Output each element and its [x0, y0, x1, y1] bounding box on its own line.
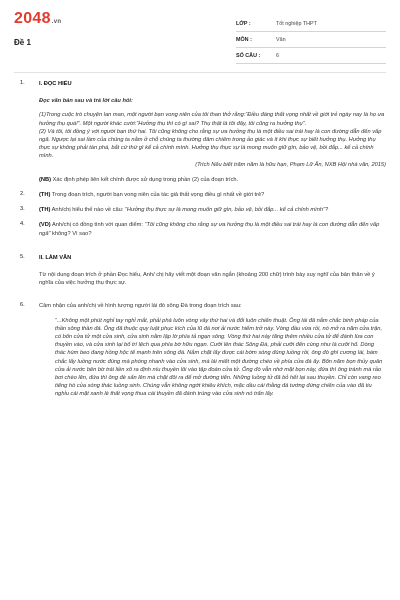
exam-content [14, 80, 386, 399]
item-number: 2. [20, 191, 25, 198]
question-row-3 [14, 206, 386, 214]
meta-row-grade [236, 16, 386, 32]
logo-suffix: .vn [51, 19, 62, 25]
question-row-4 [14, 221, 386, 237]
meta-label: SỐ CÂU : [236, 52, 261, 59]
literary-excerpt: “...Không một phút nghỉ tay nghỉ mắt, phải phá luôn vòng vây thứ hai và đổi luôn chiến thuật. Ông lái đã nắm chắc binh pháp của thần sông thần đá. Ông đã thuộc quy luật phục kích của lũ đá nơi ải nước hiểm trở này. Vòng đầu vừa rồi, nó mở ra năm cửa trận, có bốn cửa tử một cửa sinh, cửa sinh nằm lập lờ phía tả ngạn sông. Vòng thứ hai này tăng thêm nhiều cửa tử để đánh lừa con thuyền vào, và cửa sinh lại bố trí lệch qua phía bờ hữu ngạn. Cưỡi lên thác Sông Đà, phải cưỡi đến cùng như là cưỡi hổ. Dòng thác hùm beo đang hồng hộc tế mạnh trên sông đá. Nắm chặt lấy được cái bờm sóng đúng luồng rồi, ông đò ghì cương lái, bám chắc lấy luồng nước đúng mà phóng nhanh vào cửa sinh, mà lái miết một đường chéo về phía cửa đá ấy. Bốn năm bọn thủy quân cửa ải nước bên bờ trái liền xô ra định níu thuyền lôi vào tập đoàn cửa tử. Ông đò vẫn nhớ mặt bọn này, đứa thì ông tránh mà rảo bơi chèo lên, đứa thì ông đè sấn lên mà chặt đôi ra để mở đường tiến. Những luồng tử đã bỏ hết lại sau thuyền. Chỉ còn vang reo tiếng hò của sóng thác luồng sinh. Chúng vẫn không ngớt khiêu khích, mặc dầu cái thằng đá tướng đứng chiến của vào đã tiu nghỉu cái mặt xanh lè thất vọng thua cái thuyền đã đánh trúng vào cửa sinh nó trấn lấy. [55, 317, 383, 398]
meta-row-subject [236, 32, 386, 48]
reading-paragraph-2: (2) Và tôi, tôi đồng ý với người bạn thứ hai. Tôi cũng không cho rằng sự ưa hưởng thụ là một điều sai trái hay là con đường dẫn đến vấp ngã. Ngược lại sai lầm của chúng ta nằm ở chỗ chúng ta thường đâm chiêm trong ảo giác và ít khi thực sự biết hưởng thụ. Hưởng thụ thực sự không phải tàn phá, bắt cứ thứ gì kể cả chính mình. Hưởng thụ thực sự là mong muốn giữ gìn, bảo vệ, bồi đắp... kể cả chính mình. [39, 128, 382, 160]
brand-block [14, 10, 61, 72]
item-number: 4. [20, 221, 25, 228]
meta-value: Tốt nghiệp THPT [276, 20, 317, 27]
exam-title: Đề 1 [14, 38, 31, 47]
section-title: I. ĐỌC HIỂU [39, 81, 72, 87]
question-quote: “Hưởng thụ thực sự là mong muốn giữ gìn, bảo vệ, bồi đắp... kể cả chính mình”? [125, 207, 329, 214]
question-level-tag: (NB) [39, 176, 52, 183]
meta-label: LỚP : [236, 20, 251, 27]
meta-value: Văn [276, 36, 286, 43]
reading-instruction: Đọc văn bản sau và trả lời câu hỏi: [39, 98, 133, 105]
section-reading [14, 80, 386, 184]
exam-meta-table [236, 16, 386, 72]
question-text: Anh/chị hiểu thế nào về câu: [50, 207, 125, 214]
item-number: 3. [20, 206, 25, 213]
section-title: II. LÀM VĂN [39, 254, 72, 261]
meta-label: MÔN : [236, 36, 252, 43]
question-level-tag: (VD) [39, 222, 51, 229]
question-1 [39, 176, 386, 184]
reading-source: (Trích Nếu biết trăm năm là hữu hạn, Phạm Lữ Ân, NXB Hội nhà văn, 2015) [195, 161, 386, 168]
question-row-2 [14, 191, 386, 199]
question-text: Anh/chị có đồng tình với quan điểm: [50, 222, 145, 229]
question-level-tag: (TH) [39, 192, 51, 199]
page-header [14, 10, 386, 72]
meta-row-count [236, 48, 386, 64]
question-quote: “Tôi cũng không cho rằng sự ưa hưởng thụ là một điều sai trái hay là con đường dẫn đến vấp ngã” [39, 222, 380, 237]
section-writing [14, 254, 386, 288]
item-number: 6. [20, 302, 25, 309]
logo-text: 2048 [14, 10, 51, 27]
question-tail: không? Vì sao? [50, 230, 92, 237]
question-text: Cảm nhận của anh/chị về hình tượng người lái đò sông Đà trong đoạn trích sau: [39, 303, 242, 310]
question-row-6 [14, 302, 386, 398]
meta-value: 6 [276, 52, 279, 59]
question-level-tag: (TH) [39, 207, 51, 214]
question-text: Trong đoạn trích, người bạn vong niên của tác giả thất vọng điều gì nhất về giới trẻ? [50, 192, 265, 199]
item-number: 1. [20, 80, 25, 86]
question-text: Xác định phép liên kết chính được sử dụng trong phần (2) của đoạn trích. [51, 176, 239, 183]
reading-paragraph-1: (1)Trong cuộc trò chuyện lan man, một người bạn vong niên của tôi than thở rằng:“Điều đáng thất vọng nhất về giới trẻ ngày nay là họ ưa hưởng thụ quá!”. Một người khác cười:“Hưởng thụ thì có gì sai? Thụ thật là tôi đây, tôi cũng ra hưởng thụ”. [39, 112, 385, 127]
site-logo[interactable] [14, 10, 61, 31]
writing-prompt: Từ nội dung đoạn trích ở phần Đọc hiểu, Anh/ chị hãy viết một đoạn văn ngắn (khoảng 200 chữ) trình bày suy nghĩ của bản thân về ý nghĩa của việc hưởng thụ thực sự. [39, 272, 375, 287]
item-number: 5. [20, 253, 25, 260]
header-divider [14, 72, 386, 73]
